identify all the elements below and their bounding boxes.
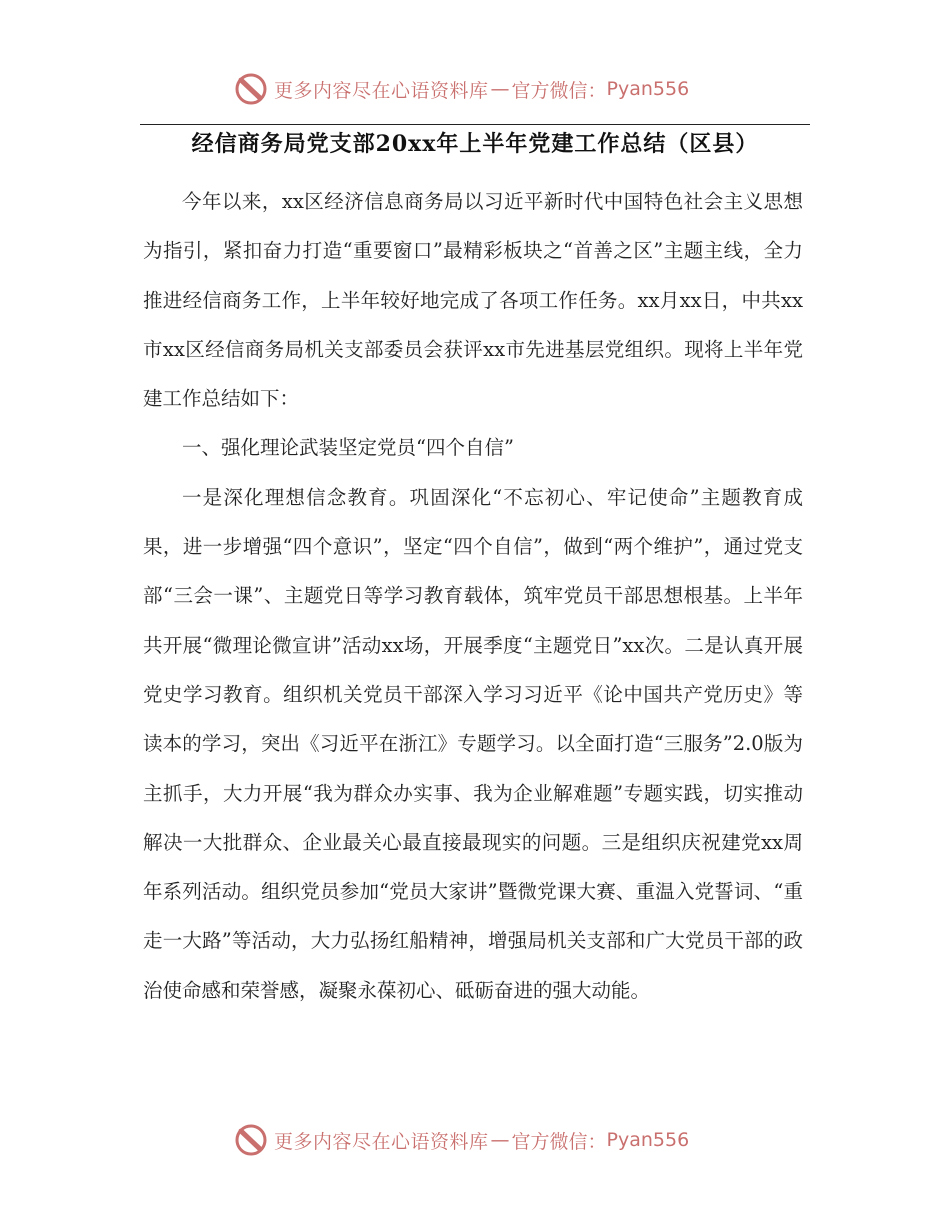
pen-circle-logo bbox=[234, 1123, 268, 1157]
banner-separator: — bbox=[490, 1129, 510, 1151]
section-heading: 一、强化理论武装坚定党员“四个自信” bbox=[182, 436, 514, 460]
document-body bbox=[143, 177, 803, 1015]
wechat-label: 官方微信： bbox=[511, 1130, 607, 1153]
promo-text: 更多内容尽在心语资料库 bbox=[274, 79, 489, 102]
header-watermark-banner bbox=[234, 71, 689, 107]
wechat-id: Pyan556 bbox=[606, 1129, 690, 1151]
body-paragraph: 一是深化理想信念教育。巩固深化“不忘初心、牢记使命”主题教育成果，进一步增强“四个意识”，坚定“四个自信”，做到“两个维护”，通过党支部“三会一课”、主题党日等学习教育载体，筑牢党员干部思想根基。上半年共开展“微理论微宣讲”活动xx场，开展季度“主题党日”xx次。二是认真开展党史学习教育。组织机关党员干部深入学习习近平《论中国共产党历史》等读本的学习，突出《习近平在浙江》专题学习。以全面打造“三服务”2.0版为主抓手，大力开展“我为群众办实事、我为企业解难题”专题实践，切实推动解决一大批群众、企业最关心最直接最现实的问题。三是组织庆祝建党xx周年系列活动。组织党员参加“党员大家讲”暨微党课大赛、重温入党誓词、“重走一大路”等活动，大力弘扬红船精神，增强局机关支部和广大党员干部的政治使命感和荣誉感，凝聚永葆初心、砥砺奋进的强大动能。 bbox=[143, 485, 803, 1002]
header-rule bbox=[140, 124, 810, 125]
intro-paragraph: 今年以来，xx区经济信息商务局以习近平新时代中国特色社会主义思想为指引，紧扣奋力打造“重要窗口”最精彩板块之“首善之区”主题主线，全力推进经信商务工作，上半年较好地完成了各项工作任务。xx月xx日，中共xx市xx区经信商务局机关支部委员会获评xx市先进基层党组织。现将上半年党建工作总结如下： bbox=[143, 190, 803, 411]
pen-circle-logo bbox=[234, 72, 268, 106]
wechat-id: Pyan556 bbox=[606, 78, 690, 100]
wechat-label: 官方微信： bbox=[511, 79, 607, 102]
promo-text: 更多内容尽在心语资料库 bbox=[274, 1130, 489, 1153]
document-title: 经信商务局党支部20xx年上半年党建工作总结（区县） bbox=[191, 131, 759, 157]
footer-watermark-banner bbox=[234, 1122, 689, 1158]
banner-separator: — bbox=[490, 78, 510, 100]
